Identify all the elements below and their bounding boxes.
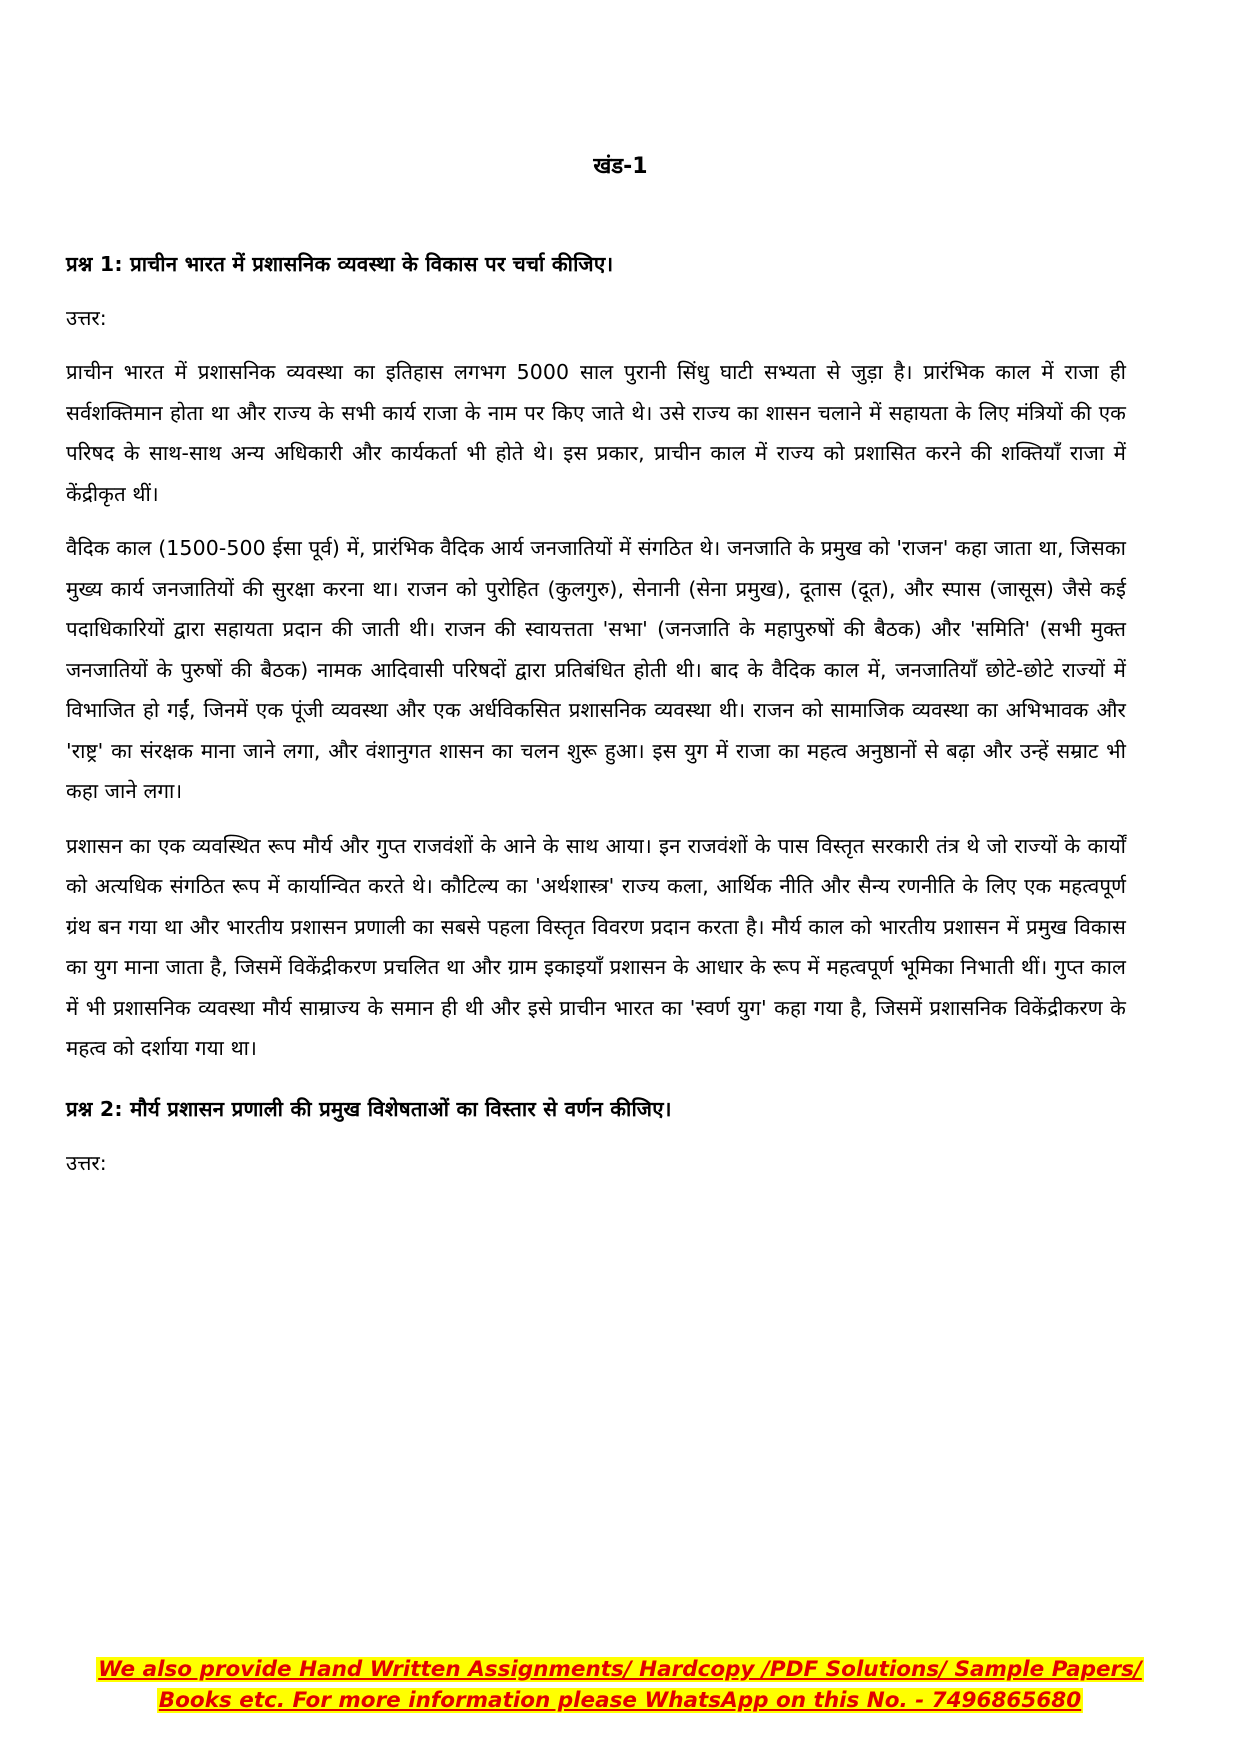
answer-1-paragraph-3: प्रशासन का एक व्यवस्थित रूप मौर्य और गुप्त राजवंशों के आने के साथ आया। इन राजवंशों के पास विस्तृत सरकारी तंत्र थे जो राज्यों के कार्यों को अत्यधिक संगठित रूप में कार्यान्वित करते थे। कौटिल्य का 'अर्थशास्त्र' राज्य कला, आर्थिक नीति और सैन्य रणनीति के लिए एक महत्वपूर्ण ग्रंथ बन गया था और भारतीय प्रशासन प्रणाली का सबसे पहला विस्तृत विवरण प्रदान करता है। मौर्य काल को भारतीय प्रशासन में प्रमुख विकास का युग माना जाता है, जिसमें विकेंद्रीकरण प्रचलित था और ग्राम इकाइयाँ प्रशासन के आधार के रूप में महत्वपूर्ण भूमिका निभाती थीं। गुप्त काल में भी प्रशासनिक व्यवस्था मौर्य साम्राज्य के समान ही थी और इसे प्राचीन भारत का 'स्वर्ण युग' कहा गया है, जिसमें प्रशासनिक विकेंद्रीकरण के महत्व को दर्शाया गया था।	[66, 833, 1126, 1060]
document-content	[66, 244, 1126, 1197]
answer-label-1: उत्तर:	[66, 306, 107, 330]
question-block-1	[66, 244, 1126, 1069]
promo-footer	[90, 1654, 1150, 1716]
question-2-heading: प्रश्न 2: मौर्य प्रशासन प्रणाली की प्रमुख विशेषताओं का विस्तार से वर्णन कीजिए।	[66, 1096, 672, 1121]
question-1-heading: प्रश्न 1: प्राचीन भारत में प्रशासनिक व्यवस्था के विकास पर चर्चा कीजिए।	[66, 252, 614, 276]
answer-1-paragraph-1: प्राचीन भारत में प्रशासनिक व्यवस्था का इतिहास लगभग 5000 साल पुरानी सिंधु घाटी सभ्यता से जुड़ा है। प्रारंभिक काल में राजा ही सर्वशक्तिमान होता था और राज्य के सभी कार्य राजा के नाम पर किए जाते थे। उसे राज्य का शासन चलाने में सहायता के लिए मंत्रियों की एक परिषद के साथ-साथ अन्य अधिकारी और कार्यकर्ता भी होते थे। इस प्रकार, प्राचीन काल में राज्य को प्रशासित करने की शक्तियाँ राजा में केंद्रीकृत थीं।	[66, 360, 1126, 506]
promo-footer-line-1: We also provide Hand Written Assignments/ Hardcopy /PDF Solutions/ Sample Papers/	[98, 1657, 1142, 1682]
section-title: खंड-1	[593, 154, 648, 179]
answer-label-2: उत्तर:	[66, 1150, 107, 1175]
promo-footer-line-2: Books etc. For more information please WhatsApp on this No. - 7496865680	[158, 1688, 1082, 1713]
answer-1-paragraph-2: वैदिक काल (1500-500 ईसा पूर्व) में, प्रारंभिक वैदिक आर्य जनजातियों में संगठित थे। जनजाति के प्रमुख को 'राजन' कहा जाता था, जिसका मुख्य कार्य जनजातियों की सुरक्षा करना था। राजन को पुरोहित (कुलगुरु), सेनानी (सेना प्रमुख), दूतास (दूत), और स्पास (जासूस) जैसे कई पदाधिकारियों द्वारा सहायता प्रदान की जाती थी। राजन की स्वायत्तता 'सभा' (जनजाति के महापुरुषों की बैठक) और 'समिति' (सभी मुक्त जनजातियों के पुरुषों की बैठक) नामक आदिवासी परिषदों द्वारा प्रतिबंधित होती थी। बाद के वैदिक काल में, जनजातियाँ छोटे-छोटे राज्यों में विभाजित हो गईं, जिनमें एक पूंजी व्यवस्था और एक अर्धविकसित प्रशासनिक व्यवस्था थी। राजन को सामाजिक व्यवस्था का अभिभावक और 'राष्ट्र' का संरक्षक माना जाने लगा, और वंशानुगत शासन का चलन शुरू हुआ। इस युग में राजा का महत्व अनुष्ठानों से बढ़ा और उन्हें सम्राट भी कहा जाने लगा।	[66, 536, 1126, 803]
question-block-2	[66, 1089, 1126, 1183]
